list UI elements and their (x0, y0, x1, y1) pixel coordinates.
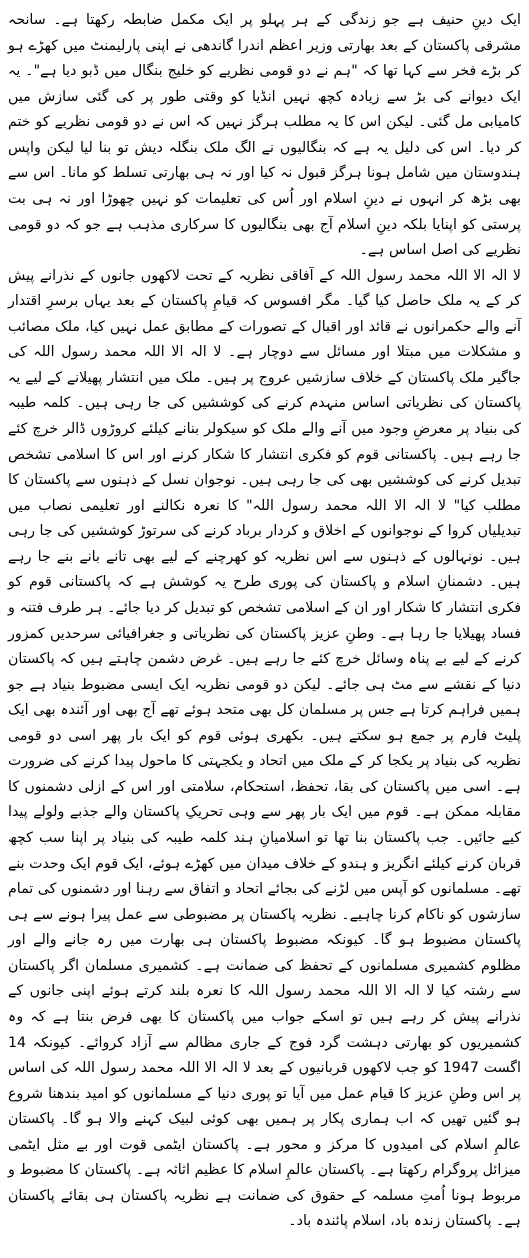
article-paragraph-2: لا الہ الا اللہ محمد رسول اللہ کے آفاقی نظریہ کے تحت لاکھوں جانوں کے نذرانے پیش کر کے یہ ملک حاصل کیا گیا۔ مگر افسوس کہ قیامِ پاکستان کے بعد یہاں برسرِ اقتدار آنے والے حکمرانوں نے قائد اور اقبال کے تصورات کے مطابق عمل نہیں کیا، ملک مصائب و مشکلات میں مبتلا اور مسائل سے دوچار ہے۔ لا الہ الا اللہ محمد رسول اللہ کی جاگیر ملک پاکستان کے خلاف سازشیں عروج پر ہیں۔ ملک میں انتشار پھیلانے کے لیے یہ پاکستان کی نظریاتی اساس منہدم کرنے کی کوششیں کی جا رہی ہیں۔ کلمہ طیبہ کی بنیاد پر معرضِ وجود میں آنے والے ملک کو سیکولر بنانے کیلئے کروڑوں ڈالر خرچ کئے جا رہے ہیں۔ پاکستانی قوم کو فکری انتشار کا شکار کرنے اور اس کا اسلامی تشخص تبدیل کرنے کی کوششیں بھی کی جا رہی ہیں۔ نوجوان نسل کے ذہنوں سے پاکستان کا مطلب کیا" لا الہ الا اللہ محمد رسول اللہ" کا نعرہ نکالنے اور تعلیمی نصاب میں تبدیلیاں کروا کے نوجوانوں کے اخلاق و کردار برباد کرنے کی سرتوڑ کوششیں کی جا رہی ہیں۔ نونہالوں کے ذہنوں سے اس نظریہ کو کھرچنے کے لیے بھی تانے بانے بنے جا رہے ہیں۔ دشمنانِ اسلام و پاکستان کی پوری طرح یہ کوشش ہے کہ پاکستانی قوم کو فکری انتشار کا شکار اور ان کے اسلامی تشخص کو تبدیل کر دیا جائے۔ ہر طرف فتنہ و فساد پھیلایا جا رہا ہے۔ وطنِ عزیز پاکستان کی نظریاتی و جغرافیائی سرحدیں کمزور کرنے کے لیے بے پناہ وسائل خرچ کئے جا رہے ہیں۔ غرض دشمن چاہتے ہیں کہ پاکستان دنیا کے نقشے سے مٹ ہی جائے۔ لیکن دو قومی نظریہ ایک ایسی مضبوط بنیاد ہے جو ہمیں فراہم کرتا ہے جس پر مسلمان کل بھی متحد ہوئے تھے آج بھی اور آئندہ بھی ایک پلیٹ فارم پر جمع ہو سکتے ہیں۔ بکھری ہوئی قوم کو ایک بار پھر اسی دو قومی نظریہ کی بنیاد پر یکجا کر کے ملک میں اتحاد و یکجہتی کا ماحول پیدا کرنے کی ضرورت ہے۔ اسی میں پاکستان کی بقا، تحفظ، استحکام، سلامتی اور اس کے ازلی دشمنوں کا مقابلہ ممکن ہے۔ قوم میں ایک بار پھر سے وہی تحریکِ پاکستان والے جذبے ولولے پیدا کیے جائیں۔ جب پاکستان بنا تھا تو اسلامیانِ ہند کلمہ طیبہ کی بنیاد پر اپنا سب کچھ قربان کرنے کیلئے انگریز و ہندو کے خلاف میدان میں کھڑے ہوئے، ایک قوم ایک وحدت بنے تھے۔ مسلمانوں کو آپس میں لڑنے کی بجائے اتحاد و اتفاق سے رہنا اور دشمنوں کی تمام سازشوں کو ناکام کرنا چاہیے۔ نظریہ پاکستان پر مضبوطی سے عمل پیرا ہونے سے ہی پاکستان مضبوط ہو گا۔ کیونکہ مضبوط پاکستان ہی بھارت میں رہ جانے والے اور مظلوم کشمیری مسلمانوں کے تحفظ کی ضمانت ہے۔ کشمیری مسلمان اگر پاکستان سے رشتہ کیا لا الہ الا اللہ محمد رسول اللہ کا نعرہ بلند کرتے ہوئے اپنی جانوں کے نذرانے پیش کر رہے ہیں تو اسکے جواب میں پاکستان کا بھی فرض بنتا ہے کہ وہ کشمیریوں کو بھارتی دہشت گرد فوج کے جاری مظالم سے آزاد کروائے۔ کیونکہ 14 اگست 1947 کو جب لاکھوں قربانیوں کے بعد لا الہ الا اللہ محمد رسول اللہ کی اساس پر اس وطنِ عزیز کا قیام عمل میں آیا تو پوری دنیا کے مسلمانوں کو امید بندھنا شروع ہو گئیں تھیں کہ اب ہماری پکار پر ہمیں بھی کوئی لبیک کہنے والا ہو گا۔ پاکستان عالمِ اسلام کی امیدوں کا مرکز و محور ہے۔ پاکستان ایٹمی قوت اور بے مثل ایٹمی میزائل پروگرام رکھتا ہے۔ پاکستان عالمِ اسلام کا عظیم اثاثہ ہے۔ پاکستان کا مضبوط و مربوط ہونا اُمتِ مسلمہ کے حقوق کی ضمانت ہے نظریہ پاکستان ہی بقائے پاکستان ہے۔ پاکستان زندہ باد، اسلام پائندہ باد۔ (8, 267, 521, 1230)
article-paragraph-1: ایک دینِ حنیف ہے جو زندگی کے ہر پہلو پر ایک مکمل ضابطہ رکھتا ہے۔ سانحہ مشرقی پاکستان کے بعد بھارتی وزیر اعظم اندرا گاندھی نے اپنی پارلیمنٹ میں کھڑے ہو کر بڑے فخر سے کہا تھا کہ "ہم نے دو قومی نظریے کو خلیج بنگال میں ڈبو دیا ہے"۔ یہ ایک دیوانے کی بڑ سے زیادہ کچھ نہیں انڈیا کو وقتی طور پر کی گئی سازش میں کامیابی مل گئی۔ لیکن اس کا یہ مطلب ہرگز نہیں کہ اس نے دو قومی نظریے کو ختم کر دیا۔ اس کی دلیل یہ ہے کہ بنگالیوں نے الگ ملک بنگلہ دیش تو بنا لیا لیکن واپس ہندوستان میں شامل ہونا ہرگز قبول نہ کیا اور نہ ہی بھارتی تسلط کو مانا۔ اس سے بھی بڑھ کر انہوں نے دینِ اسلام اور اُس کی تعلیمات کو نہیں چھوڑا اور نہ ہی بت پرستی کو اپنایا بلکہ دینِ اسلام آج بھی بنگالیوں کا سرکاری مذہب ہے جو کہ دو قومی نظریے کی اصل اساس ہے۔ (8, 12, 521, 259)
